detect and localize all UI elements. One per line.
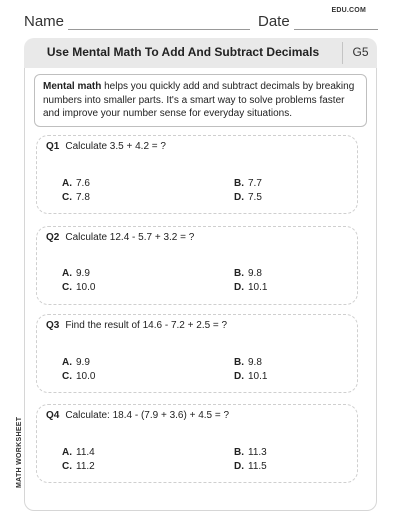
question-line [46, 232, 194, 243]
option-letter: C. [62, 192, 72, 203]
question-text: Calculate 3.5 + 4.2 = ? [65, 141, 166, 152]
option-value: 10.0 [76, 282, 96, 293]
option-value: 10.1 [248, 282, 268, 293]
option-d[interactable] [234, 371, 267, 382]
date-label: Date [258, 13, 290, 30]
option-value: 11.3 [248, 447, 267, 458]
option-c[interactable] [62, 371, 95, 382]
option-value: 11.2 [76, 461, 95, 472]
option-letter: D. [234, 461, 244, 472]
question-number: Q1 [46, 141, 60, 152]
worksheet-title-bar [24, 38, 377, 68]
question-line [46, 410, 229, 421]
question-number: Q3 [46, 320, 60, 331]
option-value: 7.6 [76, 178, 90, 189]
option-a[interactable] [62, 268, 90, 279]
option-a[interactable] [62, 178, 90, 189]
option-value: 10.0 [76, 371, 96, 382]
option-letter: B. [234, 268, 244, 279]
option-value: 9.8 [248, 357, 262, 368]
option-value: 11.4 [76, 447, 95, 458]
question-text: Calculate: 18.4 - (7.9 + 3.6) + 4.5 = ? [65, 410, 230, 421]
option-letter: C. [62, 461, 72, 472]
option-letter: B. [234, 357, 244, 368]
question-card-q4 [36, 404, 358, 483]
option-c[interactable] [62, 192, 90, 203]
question-line [46, 320, 227, 331]
date-line[interactable] [294, 29, 378, 30]
question-number: Q4 [46, 410, 60, 421]
option-letter: D. [234, 371, 244, 382]
option-value: 9.9 [76, 268, 90, 279]
option-letter: A. [62, 268, 72, 279]
option-letter: B. [234, 447, 244, 458]
option-value: 10.1 [248, 371, 268, 382]
question-number: Q2 [46, 232, 60, 243]
title-divider [342, 42, 343, 64]
option-value: 7.8 [76, 192, 90, 203]
option-value: 7.7 [248, 178, 262, 189]
intro-bold-lead: Mental math [43, 81, 102, 92]
intro-text: helps you quickly add and subtract decimals by breaking numbers into smaller parts. It's a smart way to solve problems faster and improve your number sense for everyday situations. [43, 81, 355, 119]
option-letter: A. [62, 178, 72, 189]
question-line [46, 141, 166, 152]
option-d[interactable] [234, 461, 267, 472]
name-line[interactable] [68, 29, 250, 30]
question-card-q1 [36, 135, 358, 214]
name-label: Name [24, 13, 65, 30]
option-b[interactable] [234, 178, 262, 189]
option-value: 11.5 [248, 461, 267, 472]
option-a[interactable] [62, 357, 90, 368]
option-value: 7.5 [248, 192, 262, 203]
option-b[interactable] [234, 268, 262, 279]
option-c[interactable] [62, 461, 95, 472]
option-letter: C. [62, 282, 72, 293]
question-card-q3 [36, 314, 358, 393]
option-value: 9.8 [248, 268, 262, 279]
intro-box [34, 74, 367, 127]
option-letter: A. [62, 357, 72, 368]
option-letter: D. [234, 192, 244, 203]
question-card-q2 [36, 226, 358, 305]
brand-logo: EDU.COM [331, 7, 366, 14]
option-letter: A. [62, 447, 72, 458]
option-a[interactable] [62, 447, 95, 458]
worksheet-title: Use Mental Math To Add And Subtract Decimals [46, 45, 320, 59]
side-label: MATH WORKSHEET [16, 416, 23, 488]
option-c[interactable] [62, 282, 95, 293]
grade-badge: G5 [352, 45, 369, 59]
option-b[interactable] [234, 447, 267, 458]
option-letter: B. [234, 178, 244, 189]
option-d[interactable] [234, 282, 267, 293]
option-d[interactable] [234, 192, 262, 203]
question-text: Find the result of 14.6 - 7.2 + 2.5 = ? [65, 320, 228, 331]
question-text: Calculate 12.4 - 5.7 + 3.2 = ? [65, 232, 195, 243]
option-letter: C. [62, 371, 72, 382]
option-value: 9.9 [76, 357, 90, 368]
option-letter: D. [234, 282, 244, 293]
option-b[interactable] [234, 357, 262, 368]
